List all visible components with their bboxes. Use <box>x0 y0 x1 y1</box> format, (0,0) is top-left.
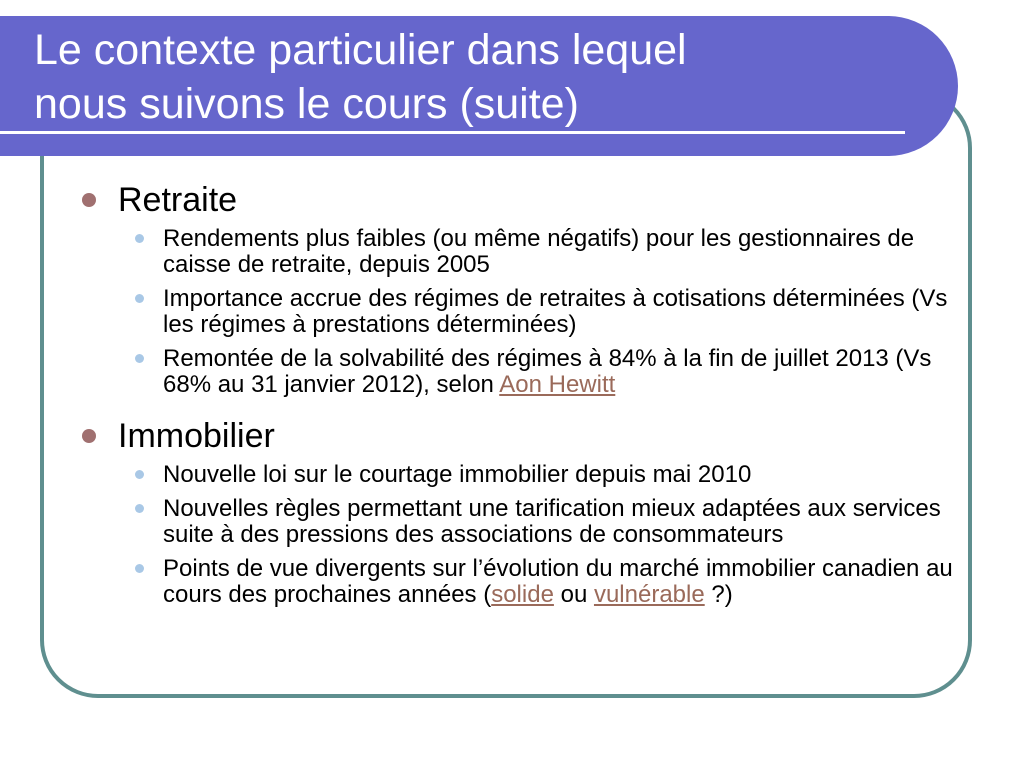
list-item-text-mid: ou <box>553 581 594 608</box>
bullet-icon <box>82 193 96 207</box>
slide-title: Le contexte particulier dans lequel nous suivons le cours (suite) <box>34 26 687 128</box>
list-item-text: Importance accrue des régimes de retraites à cotisations déterminées (Vs les régimes à prestations déterminées) <box>163 285 948 338</box>
list-item <box>80 462 960 488</box>
section-heading-label: Immobilier <box>118 417 275 455</box>
bullet-icon <box>135 234 144 243</box>
list-item <box>80 346 960 398</box>
list-item-text: Nouvelles règles permettant une tarification mieux adaptées aux services suite à des pressions des associations de consommateurs <box>163 495 941 548</box>
bullet-icon <box>135 564 144 573</box>
list-item <box>80 286 960 338</box>
vulnerable-link[interactable]: vulnérable <box>593 581 705 608</box>
aon-hewitt-link[interactable]: Aon Hewitt <box>499 371 616 398</box>
solide-link[interactable]: solide <box>491 581 554 608</box>
list-item-text: Rendements plus faibles (ou même négatifs) pour les gestionnaires de caisse de retraite, depuis 2005 <box>163 225 915 278</box>
title-underline <box>0 131 905 134</box>
bullet-icon <box>82 429 96 443</box>
section-heading-immobilier <box>80 412 960 460</box>
list-item-text: Points de vue divergents sur l’évolution du marché immobilier canadien au cours des prochaines années ( <box>163 555 953 608</box>
list-item-text: Nouvelle loi sur le courtage immobilier depuis mai 2010 <box>163 461 752 488</box>
list-item <box>80 226 960 278</box>
bullet-icon <box>135 354 144 363</box>
list-item <box>80 496 960 548</box>
section-heading-retraite <box>80 176 960 224</box>
bullet-icon <box>135 470 144 479</box>
list-item <box>80 556 960 608</box>
slide-content <box>80 176 960 616</box>
list-item-text: Remontée de la solvabilité des régimes à 84% à la fin de juillet 2013 (Vs 68% au 31 janvier 2012), selon <box>163 345 932 398</box>
bullet-icon <box>135 504 144 513</box>
bullet-icon <box>135 294 144 303</box>
section-heading-label: Retraite <box>118 181 238 219</box>
list-item-text-end: ?) <box>704 581 733 608</box>
